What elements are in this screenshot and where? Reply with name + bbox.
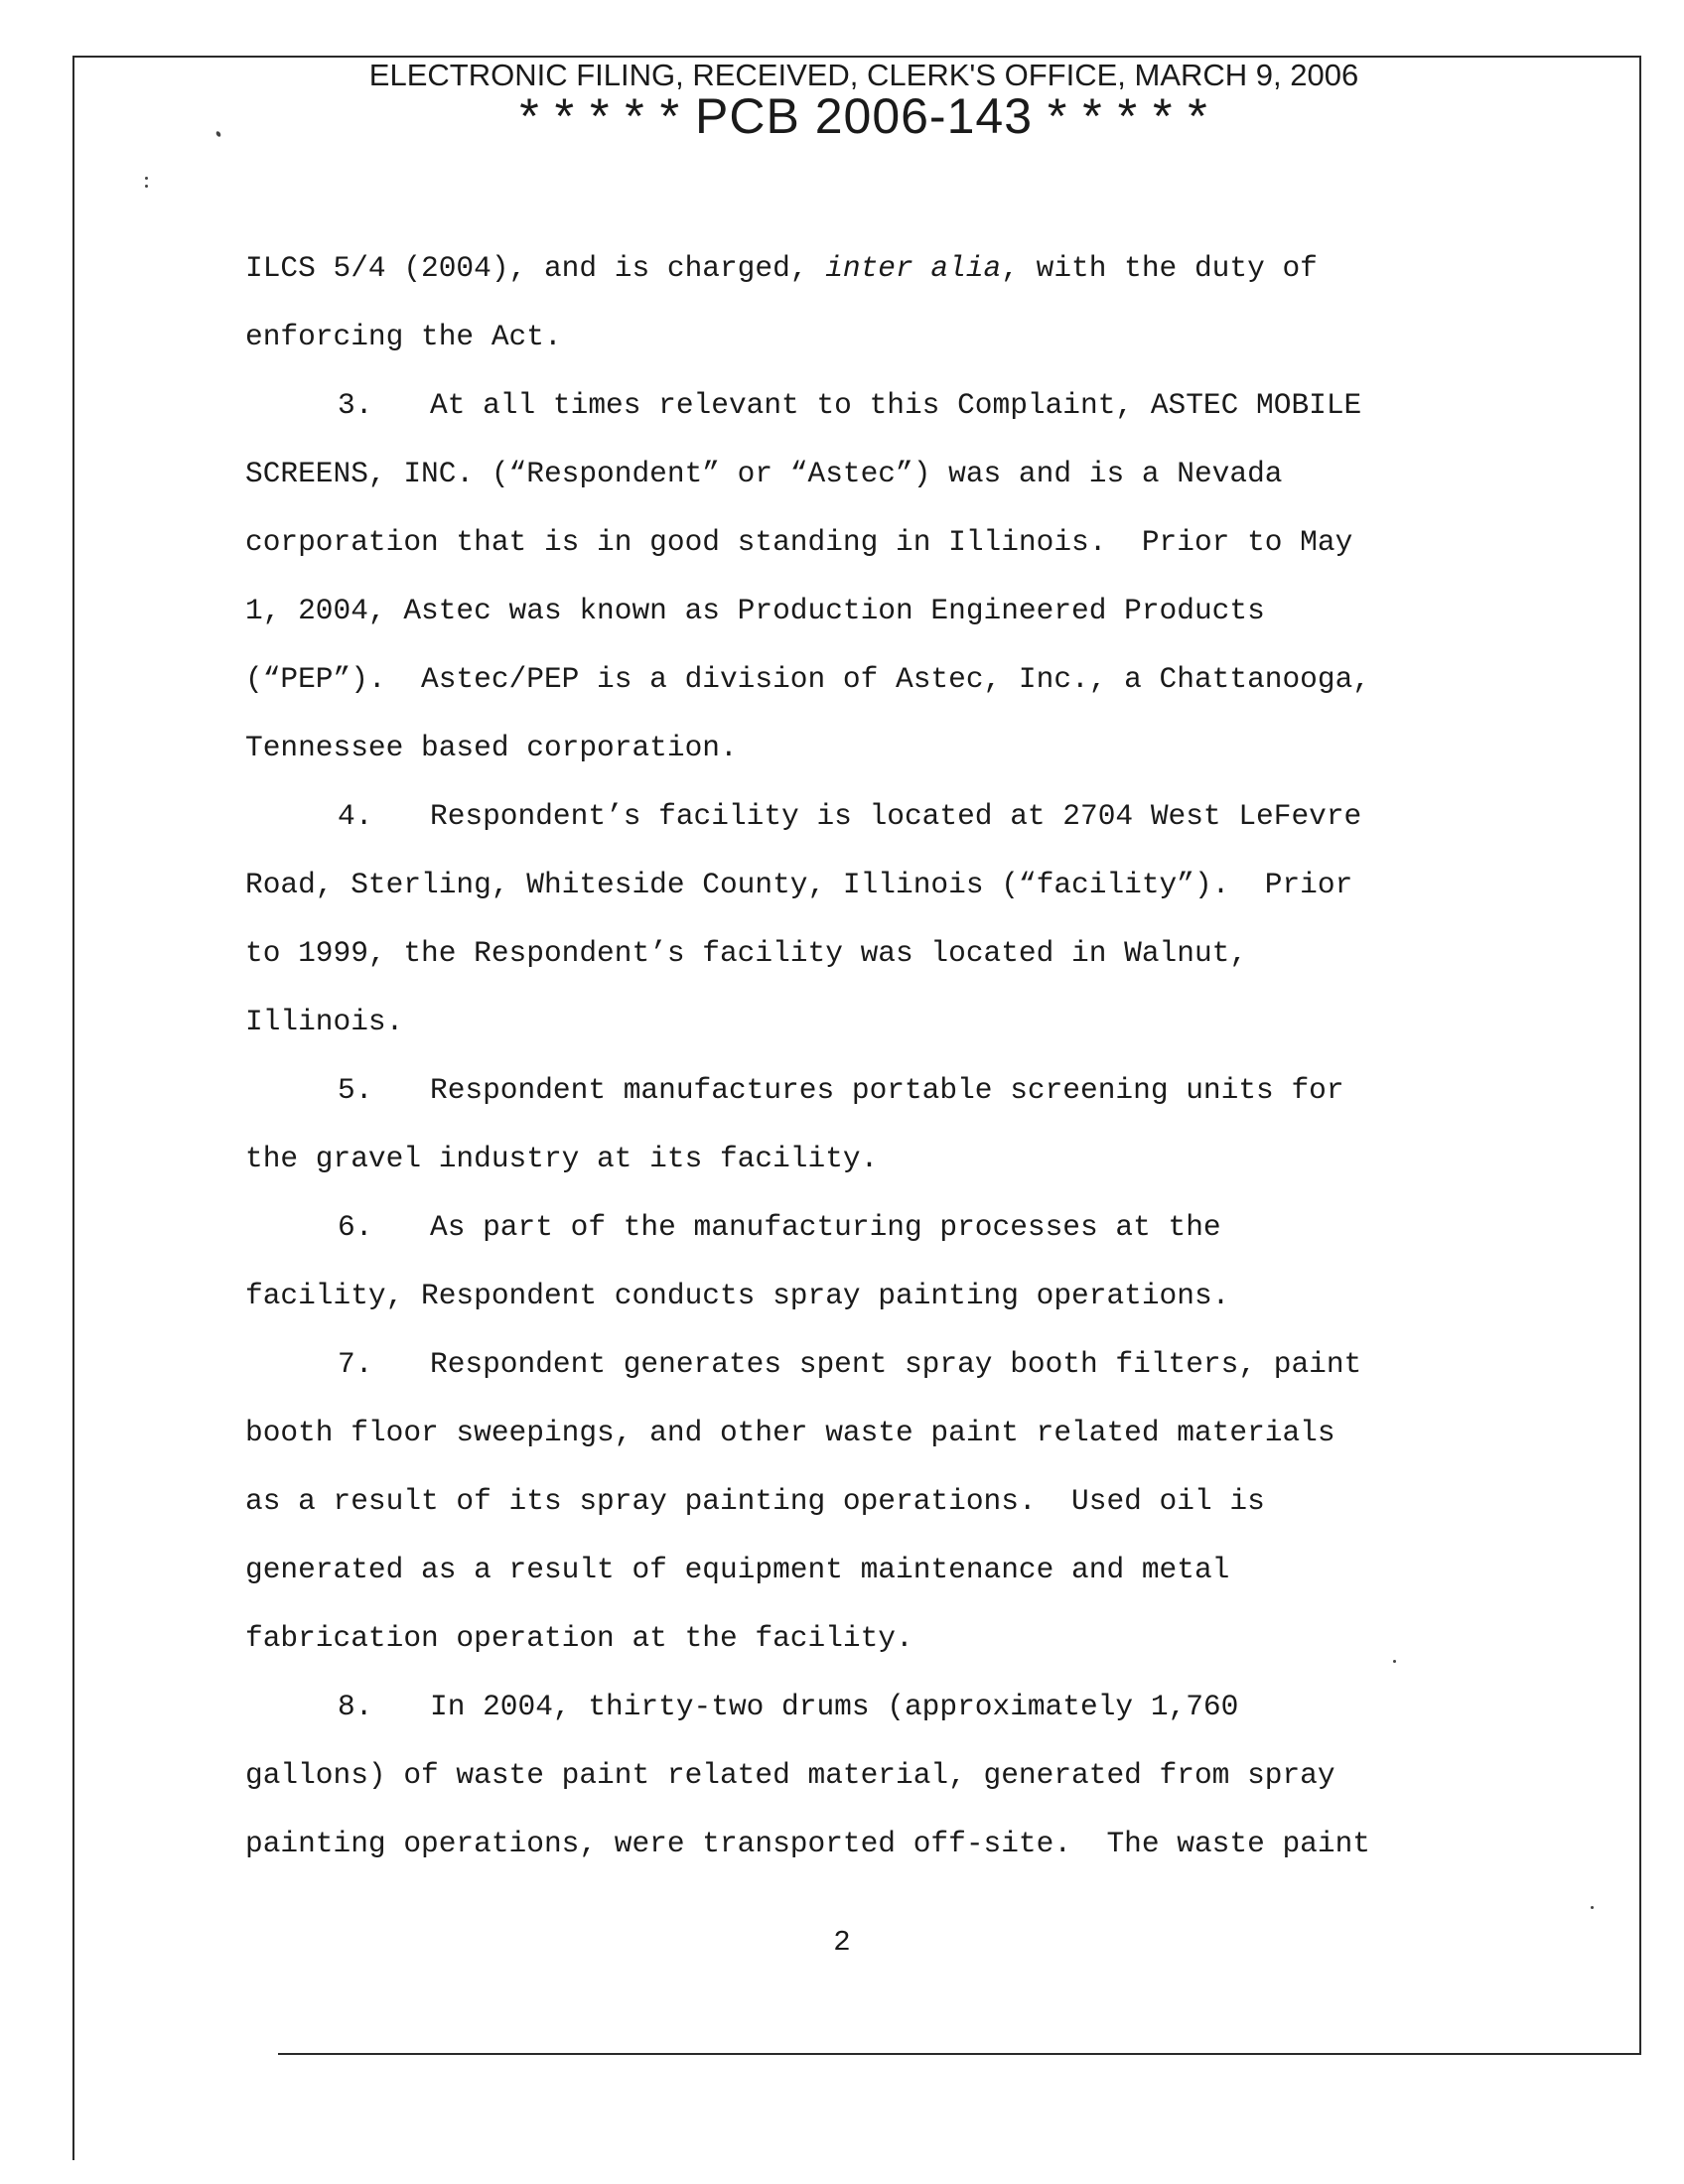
paragraph-number: 4. bbox=[338, 799, 373, 833]
paragraph-6: 6. As part of the manufacturing processes at the bbox=[245, 1193, 1467, 1262]
body-line: fabrication operation at the facility. bbox=[245, 1621, 913, 1655]
body-line: painting operations, were transported off-site. The waste paint bbox=[245, 1827, 1370, 1860]
body-line: Road, Sterling, Whiteside County, Illinois (“facility”). Prior bbox=[245, 868, 1353, 901]
paragraph-number: 5. bbox=[338, 1073, 373, 1107]
page-border-right bbox=[1639, 56, 1641, 2053]
scan-speck bbox=[145, 185, 148, 188]
paragraph-number: 7. bbox=[338, 1347, 373, 1381]
body-line: ILCS 5/4 (2004), and is charged, inter alia, with the duty of bbox=[245, 251, 1318, 285]
body-line: corporation that is in good standing in Illinois. Prior to May bbox=[245, 525, 1353, 559]
paragraph-number: 6. bbox=[338, 1210, 373, 1244]
case-number-stamp: * * * * * PCB 2006-143 * * * * * bbox=[519, 88, 1208, 144]
body-line: as a result of its spray painting operations. Used oil is bbox=[245, 1484, 1265, 1518]
body-line: Illinois. bbox=[245, 1005, 404, 1038]
paragraph-number: 3. bbox=[338, 388, 373, 422]
page-border-left bbox=[72, 56, 74, 2160]
body-line: generated as a result of equipment maintenance and metal bbox=[245, 1553, 1230, 1586]
body-line: SCREENS, INC. (“Respondent” or “Astec”) was and is a Nevada bbox=[245, 457, 1283, 490]
scan-speck bbox=[1591, 1906, 1594, 1909]
scan-speck bbox=[1393, 1660, 1396, 1663]
body-line: enforcing the Act. bbox=[245, 320, 562, 353]
body-line: 1, 2004, Astec was known as Production Engineered Products bbox=[245, 594, 1265, 627]
body-line: gallons) of waste paint related material, generated from spray bbox=[245, 1758, 1335, 1792]
filing-stamp: ELECTRONIC FILING, RECEIVED, CLERK'S OFFICE, MARCH 9, 2006 bbox=[368, 58, 1359, 92]
body-line: booth floor sweepings, and other waste paint related materials bbox=[245, 1416, 1335, 1449]
paragraph-7: 7. Respondent generates spent spray booth filters, paint bbox=[245, 1330, 1467, 1399]
page-number: 2 bbox=[833, 1926, 851, 1959]
document-body bbox=[245, 234, 1467, 1878]
scan-speck bbox=[145, 177, 148, 180]
paragraph-3: 3. At all times relevant to this Complaint, ASTEC MOBILE bbox=[245, 371, 1467, 440]
body-line: Tennessee based corporation. bbox=[245, 731, 738, 764]
latin-phrase: inter alia bbox=[825, 251, 1002, 285]
paragraph-number: 8. bbox=[338, 1690, 373, 1723]
paragraph-4: 4. Respondent’s facility is located at 2704 West LeFevre bbox=[245, 782, 1467, 851]
body-line: (“PEP”). Astec/PEP is a division of Astec, Inc., a Chattanooga, bbox=[245, 662, 1370, 696]
body-line: the gravel industry at its facility. bbox=[245, 1142, 879, 1175]
body-line: facility, Respondent conducts spray painting operations. bbox=[245, 1279, 1230, 1312]
paragraph-8: 8. In 2004, thirty-two drums (approximately 1,760 bbox=[245, 1673, 1467, 1741]
page-border-bottom bbox=[278, 2053, 1641, 2055]
body-line: to 1999, the Respondent’s facility was located in Walnut, bbox=[245, 936, 1248, 970]
paragraph-5: 5. Respondent manufactures portable screening units for bbox=[245, 1056, 1467, 1125]
